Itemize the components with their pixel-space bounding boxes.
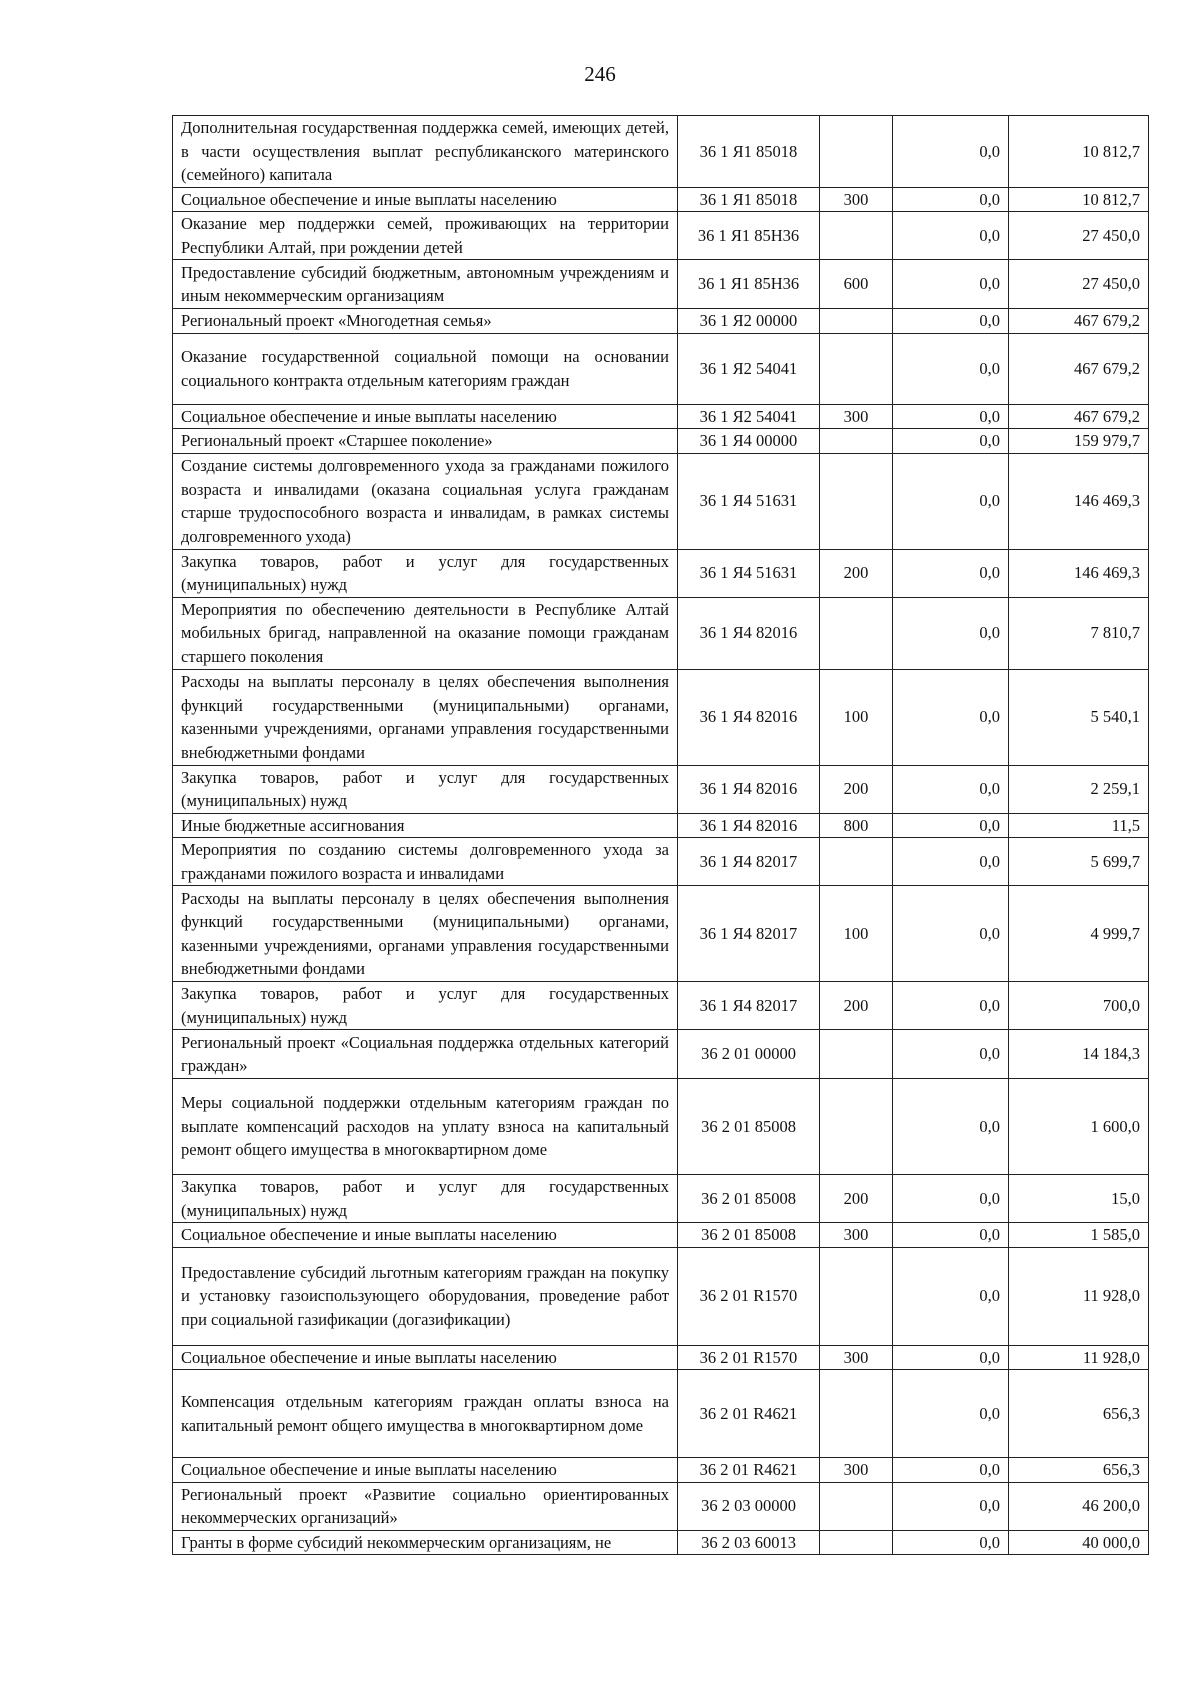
- row-expense-type: 800: [820, 813, 893, 838]
- row-name: Закупка товаров, работ и услуг для государственных (муниципальных) нужд: [173, 765, 678, 813]
- table-row: [173, 187, 1149, 212]
- row-amount-2: 14 184,3: [1009, 1030, 1149, 1079]
- row-name: Закупка товаров, работ и услуг для государственных (муниципальных) нужд: [173, 1175, 678, 1223]
- row-amount-2: 656,3: [1009, 1370, 1149, 1458]
- row-name: Компенсация отдельным категориям граждан оплаты взноса на капитальный ремонт общего имущества в многоквартирном доме: [173, 1370, 678, 1458]
- row-name: Гранты в форме субсидий некоммерческим организациям, не: [173, 1530, 678, 1555]
- row-expense-type: 600: [820, 260, 893, 309]
- table-row: [173, 982, 1149, 1030]
- row-name: Расходы на выплаты персоналу в целях обеспечения выполнения функций государственными (муниципальными) органами, казенными учреждениями, органами управления государственными внебюджетными фондами: [173, 886, 678, 982]
- row-target-code: 36 2 01 00000: [678, 1030, 820, 1079]
- row-name: Меры социальной поддержки отдельным категориям граждан по выплате компенсаций расходов на уплату взноса на капитальный ремонт общего имущества в многоквартирном доме: [173, 1079, 678, 1175]
- budget-table-body: [173, 116, 1149, 1555]
- row-amount-1: 0,0: [893, 886, 1009, 982]
- row-target-code: 36 1 Я1 85018: [678, 187, 820, 212]
- table-row: [173, 549, 1149, 597]
- row-amount-1: 0,0: [893, 765, 1009, 813]
- row-expense-type: 300: [820, 404, 893, 429]
- row-expense-type: [820, 1482, 893, 1530]
- row-amount-1: 0,0: [893, 1247, 1009, 1345]
- row-amount-2: 1 585,0: [1009, 1223, 1149, 1248]
- table-row: [173, 260, 1149, 309]
- row-amount-2: 46 200,0: [1009, 1482, 1149, 1530]
- row-expense-type: 300: [820, 187, 893, 212]
- row-amount-2: 5 699,7: [1009, 838, 1149, 886]
- table-row: [173, 212, 1149, 260]
- row-expense-type: 100: [820, 669, 893, 765]
- table-row: [173, 813, 1149, 838]
- row-amount-2: 40 000,0: [1009, 1530, 1149, 1555]
- row-expense-type: [820, 429, 893, 454]
- row-amount-1: 0,0: [893, 669, 1009, 765]
- row-amount-2: 467 679,2: [1009, 333, 1149, 404]
- row-amount-1: 0,0: [893, 838, 1009, 886]
- row-target-code: 36 2 01 R1570: [678, 1247, 820, 1345]
- row-amount-2: 15,0: [1009, 1175, 1149, 1223]
- row-target-code: 36 1 Я4 82017: [678, 838, 820, 886]
- row-name: Предоставление субсидий льготным категориям граждан на покупку и установку газоиспользующего оборудования, проведение работ при социальной газификации (догазификации): [173, 1247, 678, 1345]
- row-amount-1: 0,0: [893, 549, 1009, 597]
- row-expense-type: 200: [820, 1175, 893, 1223]
- row-amount-2: 159 979,7: [1009, 429, 1149, 454]
- row-amount-1: 0,0: [893, 116, 1009, 188]
- row-expense-type: [820, 1030, 893, 1079]
- table-row: [173, 669, 1149, 765]
- row-target-code: 36 1 Я4 51631: [678, 549, 820, 597]
- row-name: Оказание государственной социальной помощи на основании социального контракта отдельным категориям граждан: [173, 333, 678, 404]
- row-amount-2: 5 540,1: [1009, 669, 1149, 765]
- row-amount-1: 0,0: [893, 1458, 1009, 1483]
- row-name: Предоставление субсидий бюджетным, автономным учреждениям и иным некоммерческим организациям: [173, 260, 678, 309]
- table-row: [173, 838, 1149, 886]
- row-name: Расходы на выплаты персоналу в целях обеспечения выполнения функций государственными (муниципальными) органами, казенными учреждениями, органами управления государственными внебюджетными фондами: [173, 669, 678, 765]
- row-amount-1: 0,0: [893, 187, 1009, 212]
- row-amount-2: 7 810,7: [1009, 597, 1149, 669]
- row-expense-type: [820, 309, 893, 334]
- row-expense-type: 200: [820, 549, 893, 597]
- row-target-code: 36 2 01 R4621: [678, 1370, 820, 1458]
- table-row: [173, 1370, 1149, 1458]
- row-name: Социальное обеспечение и иные выплаты населению: [173, 1223, 678, 1248]
- table-row: [173, 116, 1149, 188]
- row-amount-2: 467 679,2: [1009, 309, 1149, 334]
- row-target-code: 36 1 Я2 54041: [678, 333, 820, 404]
- row-amount-1: 0,0: [893, 429, 1009, 454]
- row-amount-2: 11,5: [1009, 813, 1149, 838]
- table-row: [173, 1482, 1149, 1530]
- row-expense-type: [820, 838, 893, 886]
- row-amount-2: 2 259,1: [1009, 765, 1149, 813]
- row-name: Дополнительная государственная поддержка семей, имеющих детей, в части осуществления выплат республиканского материнского (семейного) капитала: [173, 116, 678, 188]
- row-amount-1: 0,0: [893, 1370, 1009, 1458]
- row-amount-2: 4 999,7: [1009, 886, 1149, 982]
- row-target-code: 36 1 Я4 82016: [678, 597, 820, 669]
- row-amount-2: 656,3: [1009, 1458, 1149, 1483]
- row-expense-type: 300: [820, 1345, 893, 1370]
- row-name: Социальное обеспечение и иные выплаты населению: [173, 187, 678, 212]
- row-amount-1: 0,0: [893, 309, 1009, 334]
- row-amount-2: 700,0: [1009, 982, 1149, 1030]
- row-amount-1: 0,0: [893, 1223, 1009, 1248]
- row-amount-1: 0,0: [893, 260, 1009, 309]
- row-target-code: 36 2 03 60013: [678, 1530, 820, 1555]
- row-amount-1: 0,0: [893, 1030, 1009, 1079]
- row-amount-1: 0,0: [893, 982, 1009, 1030]
- row-expense-type: [820, 1530, 893, 1555]
- row-amount-2: 146 469,3: [1009, 453, 1149, 549]
- table-row: [173, 1175, 1149, 1223]
- row-target-code: 36 1 Я4 82016: [678, 765, 820, 813]
- table-row: [173, 1030, 1149, 1079]
- row-name: Региональный проект «Многодетная семья»: [173, 309, 678, 334]
- table-row: [173, 1247, 1149, 1345]
- row-name: Региональный проект «Социальная поддержка отдельных категорий граждан»: [173, 1030, 678, 1079]
- row-target-code: 36 2 01 R4621: [678, 1458, 820, 1483]
- row-amount-1: 0,0: [893, 813, 1009, 838]
- table-row: [173, 886, 1149, 982]
- row-name: Иные бюджетные ассигнования: [173, 813, 678, 838]
- table-row: [173, 453, 1149, 549]
- row-expense-type: 100: [820, 886, 893, 982]
- table-row: [173, 333, 1149, 404]
- row-expense-type: [820, 1247, 893, 1345]
- row-name: Социальное обеспечение и иные выплаты населению: [173, 1345, 678, 1370]
- table-row: [173, 1223, 1149, 1248]
- row-expense-type: [820, 116, 893, 188]
- table-row: [173, 429, 1149, 454]
- table-row: [173, 404, 1149, 429]
- row-target-code: 36 2 01 R1570: [678, 1345, 820, 1370]
- row-amount-2: 10 812,7: [1009, 116, 1149, 188]
- budget-table: [172, 115, 1149, 1555]
- row-amount-2: 11 928,0: [1009, 1345, 1149, 1370]
- row-amount-2: 467 679,2: [1009, 404, 1149, 429]
- row-expense-type: [820, 1079, 893, 1175]
- row-target-code: 36 1 Я4 51631: [678, 453, 820, 549]
- row-amount-1: 0,0: [893, 597, 1009, 669]
- row-target-code: 36 1 Я1 85Н36: [678, 260, 820, 309]
- row-name: Социальное обеспечение и иные выплаты населению: [173, 1458, 678, 1483]
- row-amount-2: 27 450,0: [1009, 260, 1149, 309]
- row-target-code: 36 1 Я4 00000: [678, 429, 820, 454]
- table-row: [173, 309, 1149, 334]
- row-name: Закупка товаров, работ и услуг для государственных (муниципальных) нужд: [173, 549, 678, 597]
- row-amount-2: 1 600,0: [1009, 1079, 1149, 1175]
- row-name: Создание системы долговременного ухода за гражданами пожилого возраста и инвалидами (оказана социальная услуга гражданам старше трудоспособного возраста и инвалидам, в рамках системы долговременного ухода): [173, 453, 678, 549]
- row-target-code: 36 1 Я1 85018: [678, 116, 820, 188]
- row-amount-1: 0,0: [893, 1079, 1009, 1175]
- row-name: Социальное обеспечение и иные выплаты населению: [173, 404, 678, 429]
- row-name: Мероприятия по созданию системы долговременного ухода за гражданами пожилого возраста и инвалидами: [173, 838, 678, 886]
- row-name: Закупка товаров, работ и услуг для государственных (муниципальных) нужд: [173, 982, 678, 1030]
- row-amount-2: 10 812,7: [1009, 187, 1149, 212]
- row-target-code: 36 1 Я1 85Н36: [678, 212, 820, 260]
- row-name: Оказание мер поддержки семей, проживающих на территории Республики Алтай, при рождении детей: [173, 212, 678, 260]
- row-amount-1: 0,0: [893, 453, 1009, 549]
- page-number: 246: [584, 62, 616, 86]
- row-target-code: 36 2 01 85008: [678, 1175, 820, 1223]
- row-amount-1: 0,0: [893, 1482, 1009, 1530]
- table-row: [173, 1079, 1149, 1175]
- row-expense-type: [820, 333, 893, 404]
- row-amount-1: 0,0: [893, 1530, 1009, 1555]
- row-amount-2: 146 469,3: [1009, 549, 1149, 597]
- row-target-code: 36 1 Я4 82016: [678, 813, 820, 838]
- row-target-code: 36 1 Я2 00000: [678, 309, 820, 334]
- row-expense-type: [820, 212, 893, 260]
- row-expense-type: [820, 453, 893, 549]
- row-target-code: 36 1 Я4 82016: [678, 669, 820, 765]
- row-name: Мероприятия по обеспечению деятельности в Республике Алтай мобильных бригад, направленной на оказание помощи гражданам старшего поколения: [173, 597, 678, 669]
- table-row: [173, 765, 1149, 813]
- table-row: [173, 1530, 1149, 1555]
- row-target-code: 36 1 Я4 82017: [678, 886, 820, 982]
- row-amount-2: 27 450,0: [1009, 212, 1149, 260]
- row-amount-1: 0,0: [893, 1345, 1009, 1370]
- row-name: Региональный проект «Развитие социально ориентированных некоммерческих организаций»: [173, 1482, 678, 1530]
- row-amount-1: 0,0: [893, 1175, 1009, 1223]
- row-target-code: 36 2 03 00000: [678, 1482, 820, 1530]
- row-expense-type: [820, 1370, 893, 1458]
- table-row: [173, 597, 1149, 669]
- row-expense-type: 200: [820, 765, 893, 813]
- row-name: Региональный проект «Старшее поколение»: [173, 429, 678, 454]
- row-target-code: 36 2 01 85008: [678, 1223, 820, 1248]
- table-row: [173, 1458, 1149, 1483]
- row-amount-1: 0,0: [893, 212, 1009, 260]
- row-target-code: 36 1 Я2 54041: [678, 404, 820, 429]
- table-row: [173, 1345, 1149, 1370]
- row-expense-type: 200: [820, 982, 893, 1030]
- row-expense-type: [820, 597, 893, 669]
- row-expense-type: 300: [820, 1458, 893, 1483]
- row-expense-type: 300: [820, 1223, 893, 1248]
- row-amount-2: 11 928,0: [1009, 1247, 1149, 1345]
- row-amount-1: 0,0: [893, 333, 1009, 404]
- row-target-code: 36 2 01 85008: [678, 1079, 820, 1175]
- row-target-code: 36 1 Я4 82017: [678, 982, 820, 1030]
- row-amount-1: 0,0: [893, 404, 1009, 429]
